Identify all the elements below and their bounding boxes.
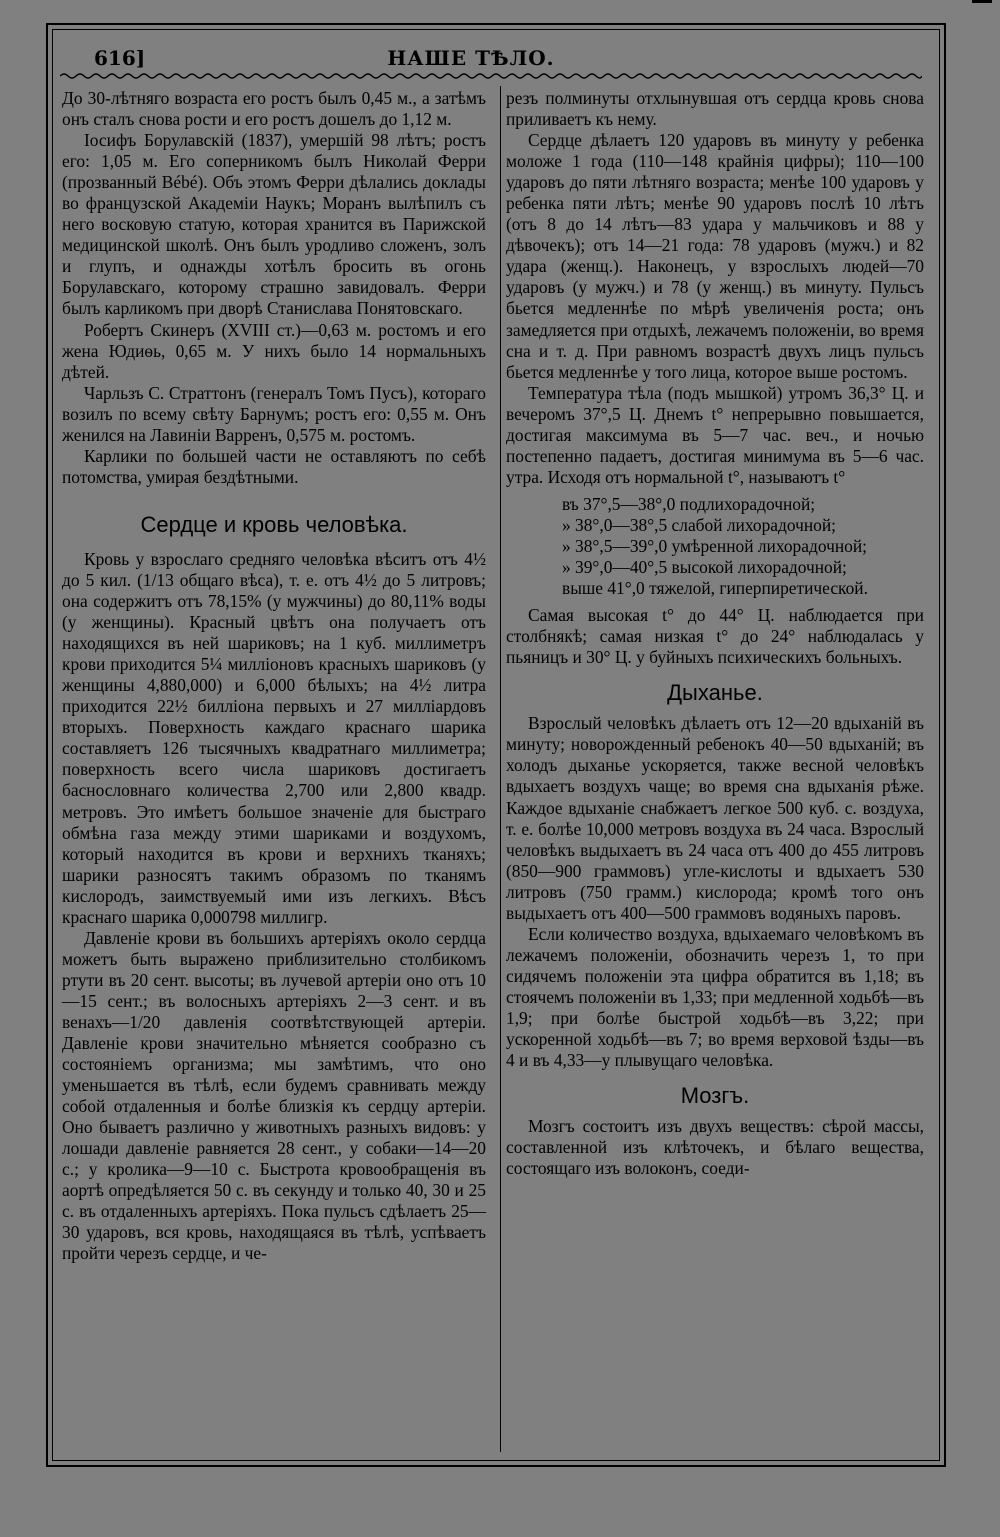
column-divider (500, 86, 501, 1452)
paragraph: Температура тѣла (подъ мышкой) утромъ 36,3° Ц. и вечеромъ 37°,5 Ц. Днемъ t° непрерывно повышается, достигая максимума въ 5—7 час. веч., и ночью постепенно падаетъ, достигая минимума въ 5—6 час. утра. Исходя отъ нормальной t°, называютъ t° (506, 382, 924, 487)
paragraph: Сердце дѣлаетъ 120 ударовъ въ минуту у ребенка моложе 1 года (110—148 крайнія цифры); 110—100 ударовъ до пяти лѣтняго возраста; менѣе 100 ударовъ у ребенка пяти лѣтъ; менѣе 90 ударовъ послѣ 10 лѣтъ (отъ 8 до 14 лѣтъ—83 удара у мальчиковъ и 88 у дѣвочекъ); отъ 14—21 года: 78 ударовъ (мужч.) и 82 удара (женщ.). Наконецъ, у взрослыхъ людей—70 ударовъ (у мужч.) и 78 (у женщ.) въ минуту. Пульсъ бьется медленнѣе по мѣрѣ увеличенія роста; онъ замедляется при отдыхѣ, лежачемъ положеніи, во время сна и т. д. При равномъ возрастѣ двухъ лицъ пульсъ бьется медленнѣе у того лица, которое выше ростомъ. (506, 130, 924, 382)
left-column (62, 88, 486, 1265)
list-item: выше 41°,0 тяжелой, гиперпиретической. (562, 578, 868, 599)
temperature-list (506, 494, 924, 599)
list-item: » 39°,0—40°,5 высокой лихорадочной; (562, 557, 847, 578)
paragraph: Взрослый человѣкъ дѣлаетъ отъ 12—20 вдыханій въ минуту; новорожденный ребенокъ 40—50 вдыханій; въ холодъ дыханье ускоряется, также весной человѣкъ вдыхаетъ воздухъ чаще; во время сна вдыханія рѣже. Каждое вдыханіе снабжаетъ легкое 500 куб. с. воздуха, т. е. болѣе 10,000 метровъ воздуха въ 24 часа. Взрослый человѣкъ выдыхаетъ въ 24 часа отъ 400 до 455 литровъ (850—900 граммовъ) угле-кислоты и вдыхаетъ 530 литровъ (750 грамм.) кислорода; кромѣ того онъ выдыхаетъ отъ 400—500 граммовъ водяныхъ паровъ. (506, 713, 924, 923)
paragraph: Кровь у взрослаго средняго человѣка вѣситъ отъ 4½ до 5 кил. (1/13 общаго вѣса), т. е. отъ 4½ до 5 литровъ; она содержитъ отъ 78,15% (у мужчины) до 80,11% воды (у женщины). Красный цвѣтъ она получаетъ отъ находящихся въ ней шариковъ; на 1 куб. миллиметръ крови приходится 5¼ милліоновъ красныхъ шариковъ (у женщины 4,880,000) и 6,000 бѣлыхъ; на 4½ литра приходится 22½ билліона первыхъ и 27 милліардовъ вторыхъ. Поверхность каждаго краснаго шарика составляетъ 126 тысячныхъ квадратнаго миллиметра; поверхность всего числа шариковъ достигаетъ баснословнаго количества 2,700 или 2,800 квадр. метровъ. Это имѣетъ большое значеніе для быстраго обмѣна газа между этими шариками и воздухомъ, который находится въ крови и верхнихъ тканяхъ; шарики разносятъ такимъ образомъ по тканямъ кислородъ, заимствуемый ими изъ легкихъ. Вѣсъ краснаго шарика 0,000798 миллигр. (62, 548, 486, 927)
paragraph: Карлики по большей части не оставляютъ по себѣ потомства, умирая бездѣтными. (62, 445, 486, 487)
running-title: НАШЕ ТѢЛО. (387, 46, 555, 70)
paragraph: Если количество воздуха, вдыхаемаго человѣкомъ въ лежачемъ положеніи, обозначить черезъ 1, то при сидячемъ положеніи эта цифра обратится въ 1,18; въ стоячемъ положеніи въ 1,33; при медленной ходьбѣ—въ 1,9; при болѣе быстрой ходьбѣ—въ 3,22; при ускоренной ходьбѣ—въ 7; во время верховой ѣзды—въ 4 и въ 4,33—у плывущаго человѣка. (506, 923, 924, 1071)
paragraph: Самая высокая t° до 44° Ц. наблюдается при столбнякѣ; самая низкая t° до 24° наблюдалась у пьяницъ и 30° Ц. у буйныхъ психическихъ больныхъ. (506, 605, 924, 668)
section-heading-breath: Дыханье. (667, 680, 763, 706)
list-item: » 38°,0—38°,5 слабой лихорадочной; (562, 514, 836, 535)
list-item: » 38°,5—39°,0 умѣренной лихорадочной; (562, 535, 867, 556)
paragraph: Іосифъ Борулавскій (1837), умершій 98 лѣтъ; ростъ его: 1,05 м. Его соперникомъ былъ Николай Ферри (прозванный Bébé). Объ этомъ Ферри дѣлались доклады во французской Академіи Наукъ; Моранъ вылѣпилъ съ него восковую статую, которая хранится въ Парижской медицинской школѣ. Онъ былъ уродливо сложенъ, золъ и глупъ, и однажды хотѣлъ бросить въ огонь Борулавскаго, которому страшно завидовалъ. Ферри былъ карликомъ при дворѣ Станислава Понятовскаго. (62, 130, 486, 319)
page-header (46, 26, 896, 68)
paragraph: Чарльзъ С. Страттонъ (генералъ Томъ Пусъ), котораго возилъ по всему свѣту Барнумъ; ростъ его: 0,55 м. Онъ женился на Лавиніи Варренъ, 0,575 м. ростомъ. (62, 382, 486, 445)
section-heading-brain: Мозгъ. (680, 1083, 750, 1109)
paragraph: Давленіе крови въ большихъ артеріяхъ около сердца можетъ быть выражено приблизительно столбикомъ ртути въ 20 сент. высоты; въ лучевой артеріи оно отъ 10—15 сент.; въ волосныхъ артеріяхъ 2—3 сент. и въ венахъ—1/20 давленія соотвѣтствующей артеріи. Давленіе крови значительно мѣняется сообразно съ состояніемъ организма; мы замѣтимъ, что оно уменьшается въ тѣлѣ, если будемъ сравнивать между собой отдаленныя и болѣе близкія къ сердцу артеріи. Оно бываетъ различно у животныхъ разныхъ видовъ: у лошади давленіе равняется 28 сент., у собаки—14—20 с.; у кролика—9—10 с. Быстрота кровообращенія въ аортѣ опредѣляется 50 с. въ секунду и только 40, 30 и 25 с. въ отдаленныхъ артеріяхъ. Пока пульсъ сдѣлаетъ 25—30 ударовъ, вся кровь, находящаяся въ тѣлѣ, успѣваетъ пройти черезъ сердце, и че- (62, 927, 486, 1264)
page-number: 616] (94, 46, 146, 70)
right-column (506, 88, 924, 1179)
section-heading-heart: Сердце и кровь человѣка. (140, 511, 408, 537)
paragraph: Мозгъ состоитъ изъ двухъ веществъ: сѣрой массы, составленной изъ клѣточекъ, и бѣлаго вещества, состоящаго изъ волоконъ, соеди- (506, 1116, 924, 1179)
paragraph: резъ полминуты отхлынувшая отъ сердца кровь снова приливаетъ къ нему. (506, 88, 924, 130)
scan-edge-mark (972, 0, 992, 3)
paragraph: Робертъ Скинеръ (XVIII ст.)—0,63 м. ростомъ и его жена Юдиѳь, 0,65 м. У нихъ было 14 нормальныхъ дѣтей. (62, 319, 486, 382)
wavy-header-rule (60, 72, 922, 80)
list-item: въ 37°,5—38°,0 подлихорадочной; (562, 493, 816, 514)
paragraph: До 30-лѣтняго возраста его ростъ былъ 0,45 м., а затѣмъ онъ сталъ снова рости и его ростъ дошелъ до 1,12 м. (62, 88, 486, 130)
